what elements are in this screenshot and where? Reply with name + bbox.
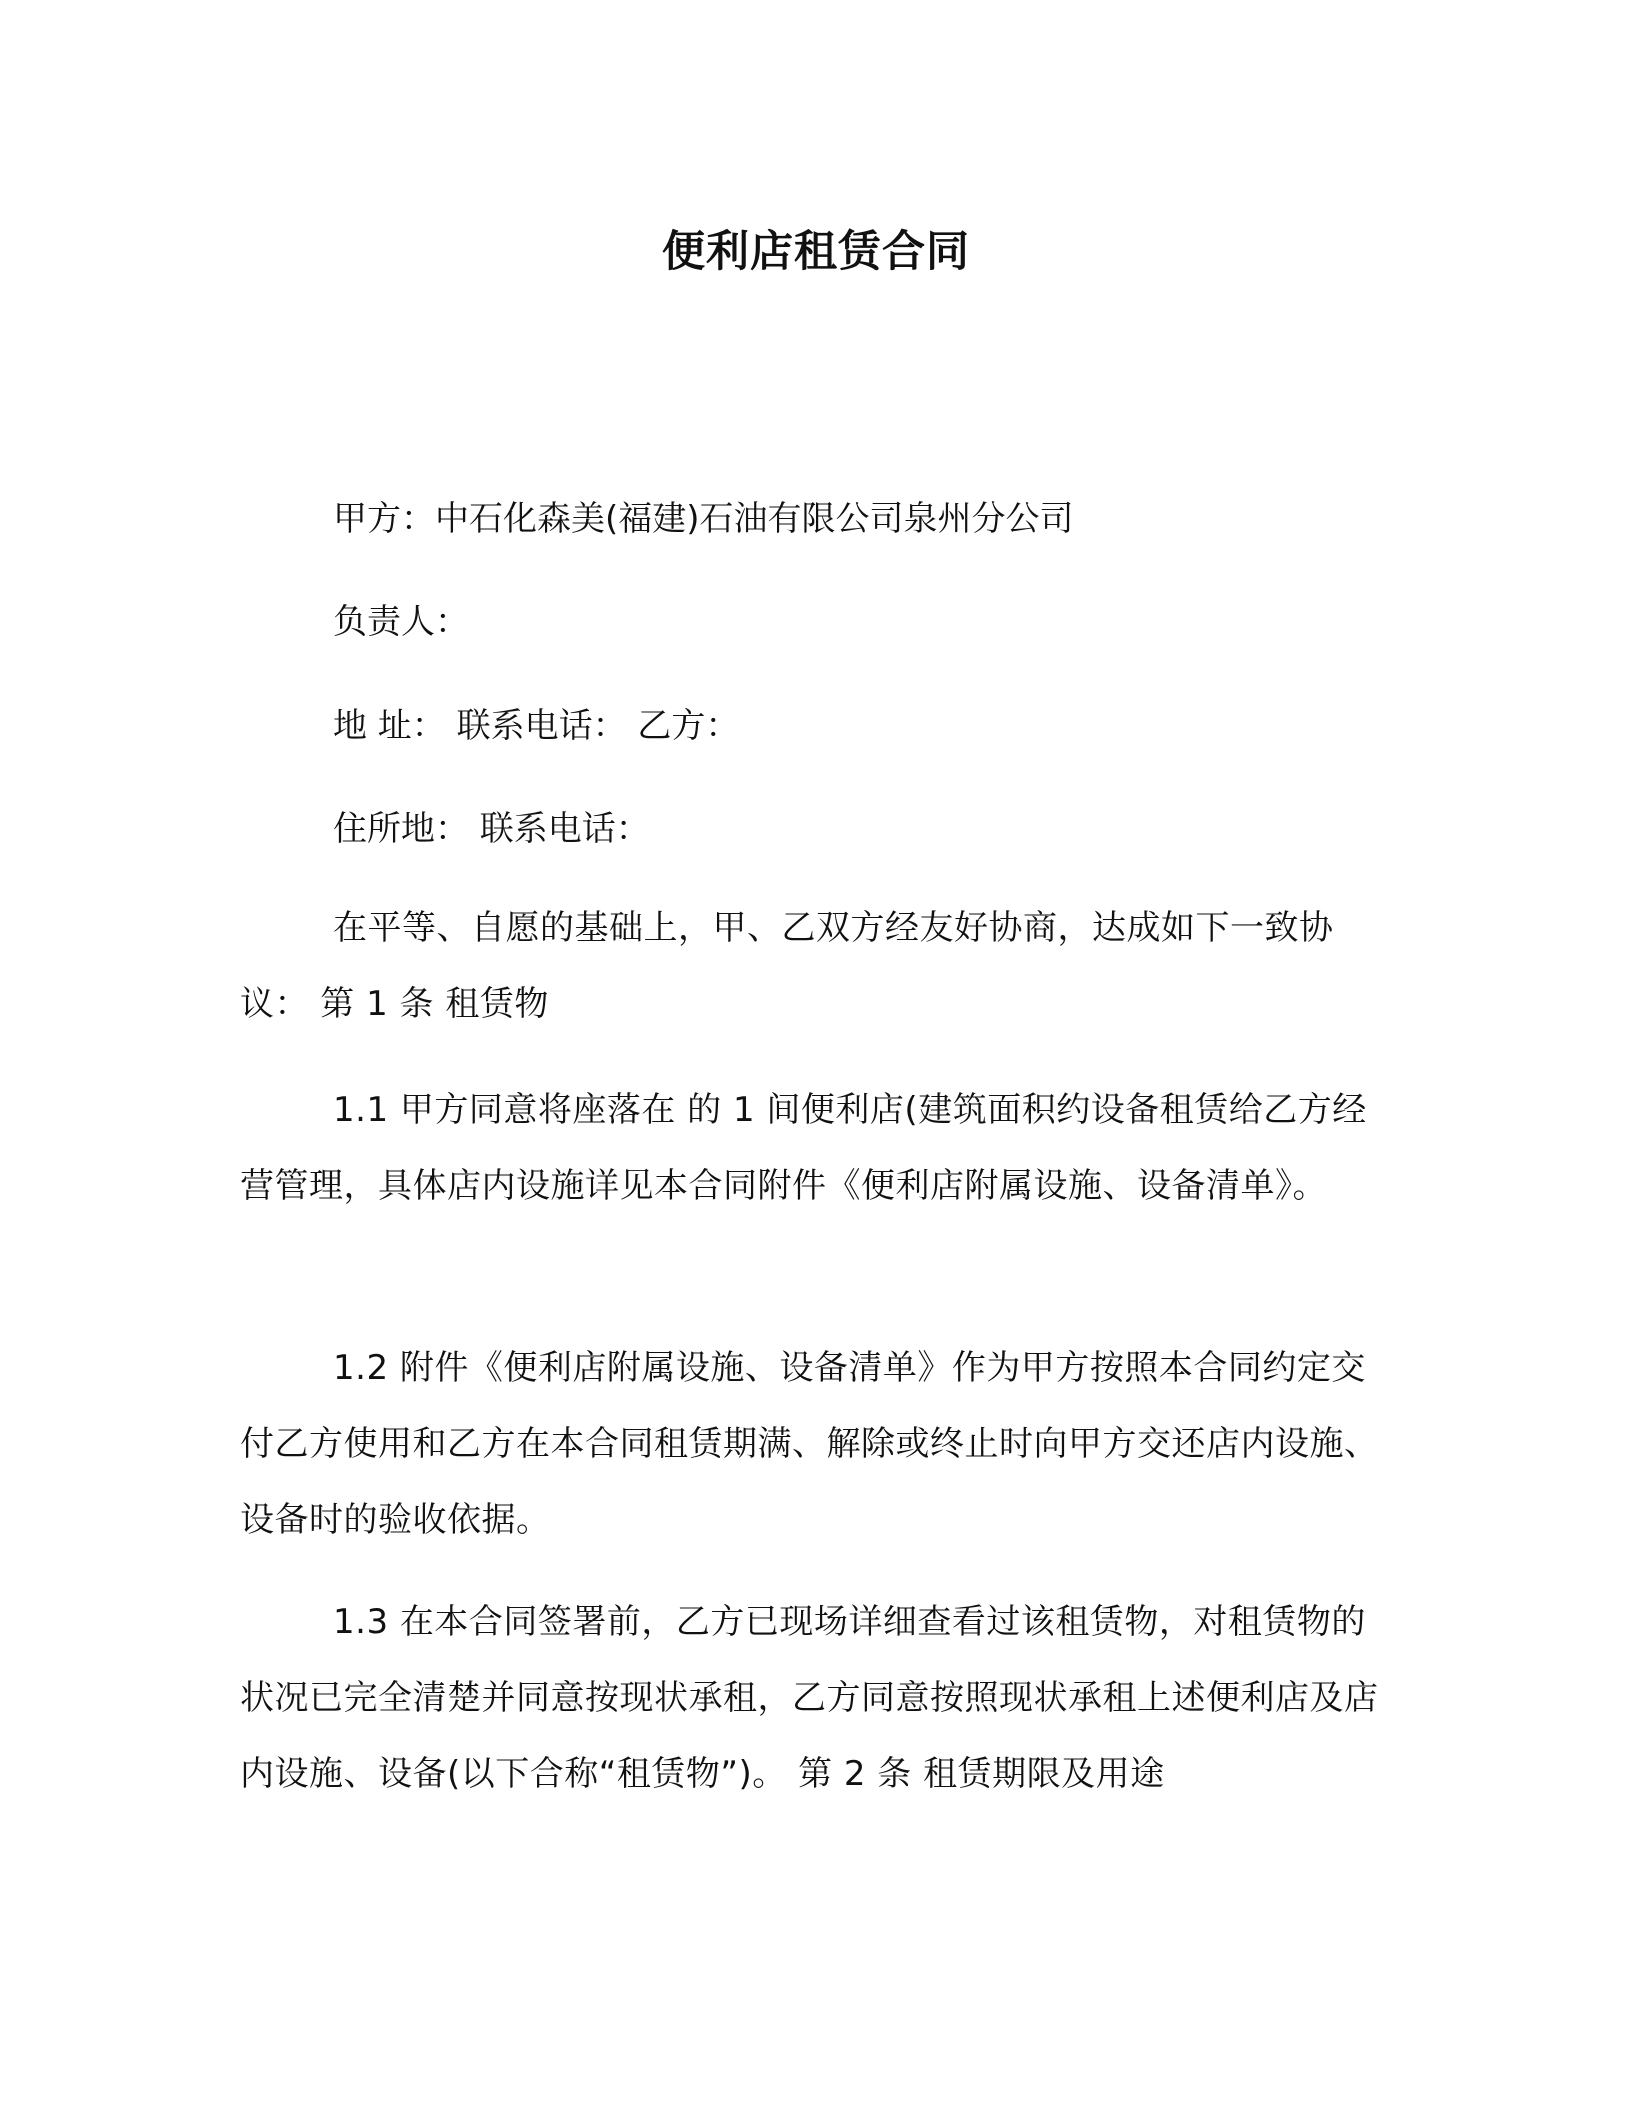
intro-paragraph: 在平等、自愿的基础上，甲、乙双方经友好协商，达成如下一致协议： 第 1 条 租赁物 [240,908,1334,1024]
residence-line: 住所地： 联系电话： [333,809,650,849]
clause-1-1: 1.1 甲方同意将座落在 的 1 间便利店(建筑面积约设备租赁给乙方经营管理，具体店内设施详见本合同附件《便利店附属设施、设备清单》。 [240,1090,1367,1206]
party-a-line: 甲方：中石化森美(福建)石油有限公司泉州分公司 [333,499,1074,539]
responsible-person-line: 负责人： [333,602,469,642]
clause-1-2: 1.2 附件《便利店附属设施、设备清单》作为甲方按照本合同约定交付乙方使用和乙方在本合同租赁期满、解除或终止时向甲方交还店内设施、设备时的验收依据。 [240,1348,1379,1540]
clause-1-3: 1.3 在本合同签署前，乙方已现场详细查看过该租赁物，对租赁物的状况已完全清楚并同意按现状承租，乙方同意按照现状承租上述便利店及店内设施、设备(以下合称“租赁物”)。 第 2 条 租赁期限及用途 [240,1602,1379,1794]
address-line: 地 址： 联系电话： 乙方： [333,706,740,746]
document-title: 便利店租赁合同 [662,227,970,277]
